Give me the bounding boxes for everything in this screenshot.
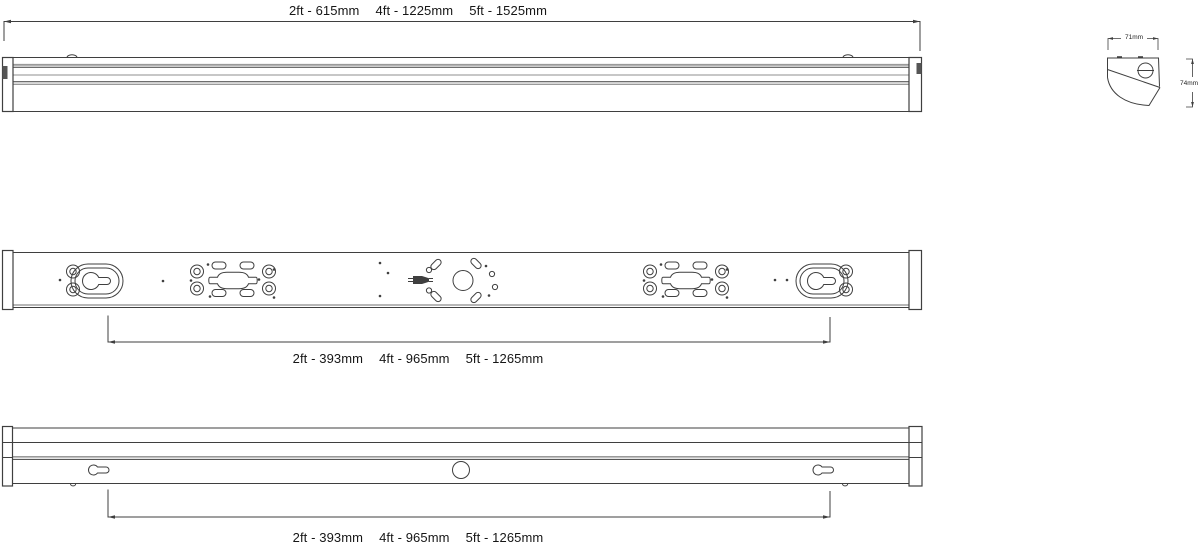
base-fixing-2ft: 2ft - 393mm (292, 530, 364, 544)
profile-width-label: 71mm (1124, 34, 1144, 41)
front-right-endcap (909, 58, 922, 112)
back-fixing-2ft: 2ft - 393mm (292, 351, 364, 366)
keyhole-slot-right (813, 465, 834, 475)
bottom-left-endcap (3, 427, 13, 487)
base-fixing-dimension (108, 490, 830, 519)
back-left-endcap (3, 251, 14, 310)
keyhole-slot-left (89, 465, 110, 475)
overall-length-5ft: 5ft - 1525mm (469, 3, 548, 18)
front-view (3, 55, 922, 112)
base-fixing-dimension-label (293, 530, 544, 544)
back-fixing-4ft: 4ft - 965mm (379, 351, 450, 366)
center-fixing-hole (453, 462, 470, 479)
base-fixing-5ft: 5ft - 1265mm (465, 530, 544, 544)
mounting-hole-cluster-left (190, 262, 276, 299)
wiring-connector-symbol (408, 276, 433, 284)
overall-length-dimension-label (289, 3, 547, 18)
back-fixing-5ft: 5ft - 1265mm (465, 351, 544, 366)
back-right-endcap (909, 251, 922, 310)
back-fixing-dimension-label (293, 351, 544, 366)
overall-length-4ft: 4ft - 1225mm (375, 3, 454, 18)
bottom-view (3, 427, 923, 487)
bottom-right-endcap (909, 427, 922, 487)
base-bump (71, 484, 76, 486)
front-left-endcap (3, 58, 14, 112)
overall-length-2ft: 2ft - 615mm (288, 3, 360, 18)
base-bump (843, 484, 848, 486)
base-fixing-4ft: 4ft - 965mm (379, 530, 450, 544)
overall-length-dimension (4, 20, 920, 51)
profile-height-label: 74mm (1179, 80, 1199, 87)
front-body-lines (13, 65, 909, 85)
mounting-hole-cluster-right (643, 262, 729, 299)
back-fixing-dimension (108, 316, 830, 344)
end-profile-view (1108, 34, 1194, 107)
back-view (3, 251, 922, 310)
center-knockout-cluster (426, 257, 497, 304)
